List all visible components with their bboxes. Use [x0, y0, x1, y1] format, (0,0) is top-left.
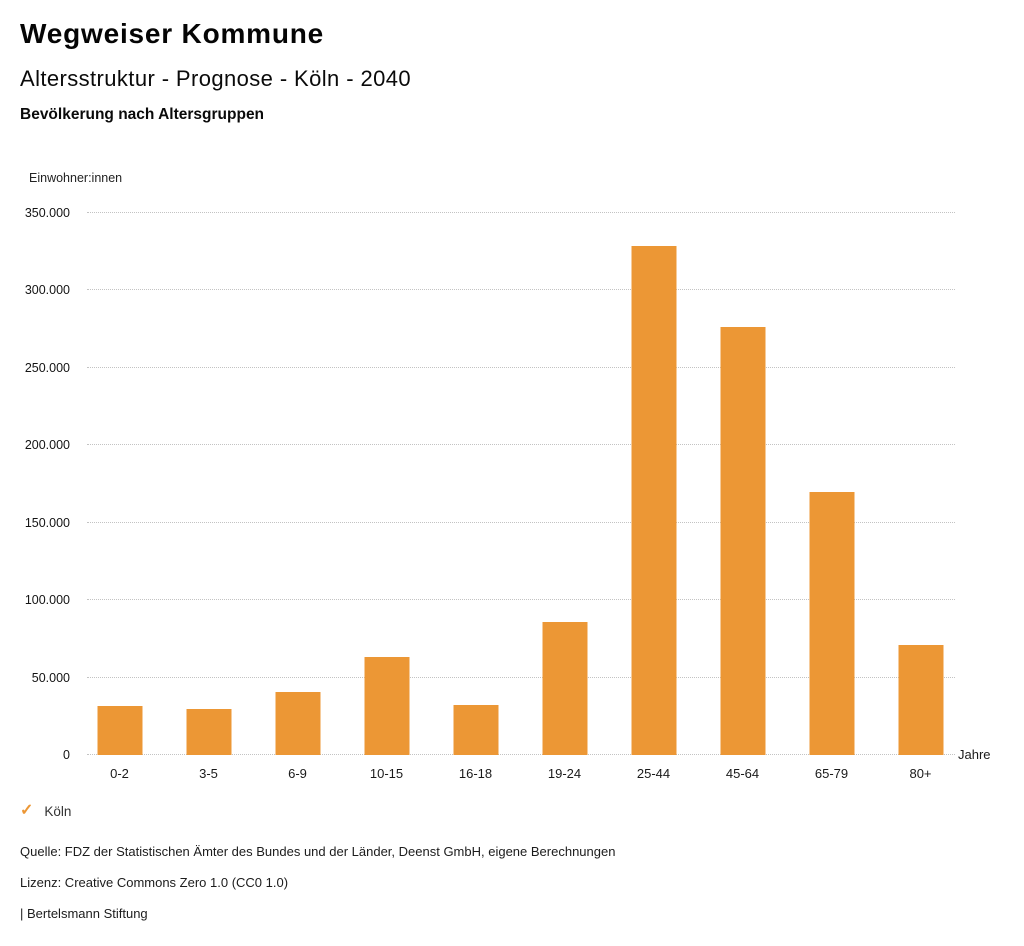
y-tick-label: 350.000: [24, 206, 70, 220]
x-tick-label: 10-15: [369, 766, 404, 781]
y-tick-label: 100.000: [24, 593, 70, 608]
y-axis-labels: [0, 206, 70, 762]
bar-band-65-79: [787, 213, 876, 781]
x-tick-label: 45-64: [725, 766, 760, 781]
x-tick-label: 25-44: [636, 766, 671, 781]
x-tick-label: 0-2: [110, 766, 129, 781]
plot-area: [75, 213, 991, 781]
legend-item-koeln[interactable]: [20, 803, 71, 819]
bar-80+[interactable]: [898, 645, 943, 755]
bar-band-16-18: [431, 213, 520, 781]
bar-25-44[interactable]: [631, 246, 676, 755]
y-tick-label: 250.000: [24, 360, 70, 375]
y-tick-label: 50.000: [31, 670, 70, 685]
bar-65-79[interactable]: [809, 492, 854, 755]
x-tick-label: 19-24: [547, 766, 582, 781]
footer-attribution: | Bertelsmann Stiftung: [20, 906, 148, 921]
bar-3-5[interactable]: [186, 709, 231, 755]
x-axis-title: Jahre: [958, 747, 991, 762]
bar-45-64[interactable]: [720, 327, 765, 755]
chart-subtitle: Bevölkerung nach Altersgruppen: [20, 106, 265, 123]
bar-6-9[interactable]: [275, 692, 320, 755]
bar-band-19-24: [520, 213, 609, 781]
bar-band-80+: [876, 213, 965, 781]
footer-license: Lizenz: Creative Commons Zero 1.0 (CC0 1.0): [20, 875, 289, 890]
bar-10-15[interactable]: [364, 657, 409, 755]
bar-band-10-15: [342, 213, 431, 781]
y-tick-label: 150.000: [24, 515, 70, 530]
y-tick-label: 300.000: [24, 283, 70, 298]
y-axis-title: Einwohner:innen: [29, 171, 123, 185]
x-tick-label: 80+: [909, 766, 932, 781]
bar-band-3-5: [164, 213, 253, 781]
x-tick-label: 6-9: [288, 766, 307, 781]
y-tick-label: 200.000: [24, 438, 70, 453]
page-title: Wegweiser Kommune: [20, 18, 325, 49]
x-tick-label: 3-5: [199, 766, 218, 781]
check-icon: ✓: [20, 802, 34, 819]
x-tick-label: 16-18: [458, 766, 493, 781]
chart-title: Altersstruktur - Prognose - Köln - 2040: [20, 66, 411, 91]
footer-source: Quelle: FDZ der Statistischen Ämter des Bundes und der Länder, Deenst GmbH, eigene Berechnungen: [20, 844, 616, 859]
y-tick-label: 0: [63, 748, 70, 762]
bar-16-18[interactable]: [453, 705, 498, 755]
bar-band-6-9: [253, 213, 342, 781]
bar-band-45-64: [698, 213, 787, 781]
bar-19-24[interactable]: [542, 622, 587, 755]
bar-0-2[interactable]: [97, 706, 142, 755]
bar-band-0-2: [75, 213, 164, 781]
legend-label: Köln: [44, 803, 72, 819]
x-tick-label: 65-79: [814, 766, 849, 781]
bar-band-25-44: [609, 213, 698, 781]
